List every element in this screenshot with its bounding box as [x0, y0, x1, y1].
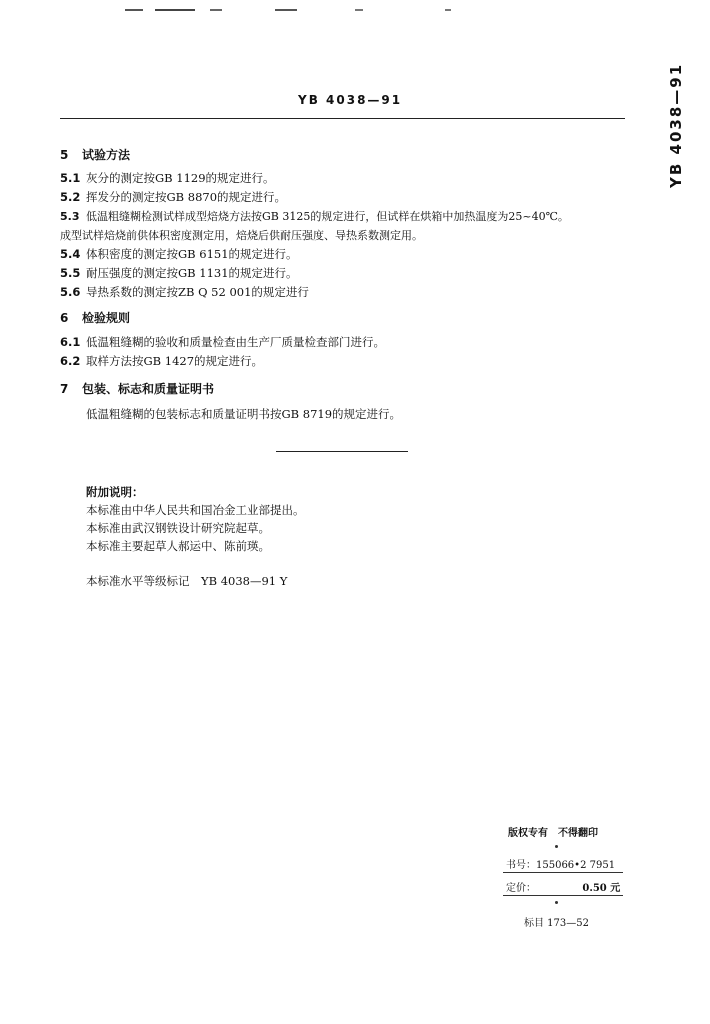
book-number-row [506, 856, 615, 871]
clause-text: 导热系数的测定按ZB Q 52 001的规定进行 [86, 285, 309, 299]
section-number: 7 [60, 382, 69, 396]
notes-line-2: 本标准由武汉钢铁设计研究院起草。 [86, 521, 270, 535]
separator-dot [555, 845, 558, 848]
notes-line-3: 本标准主要起草人郝运中、陈前瑛。 [86, 539, 270, 553]
clause-text: 挥发分的测定按GB 8870的规定进行。 [86, 190, 287, 204]
section-6-heading [60, 309, 130, 326]
grade-mark: 本标准水平等级标记 YB 4038—91 Y [86, 574, 288, 588]
divider-rule [276, 451, 408, 452]
clause-number: 5.2 [60, 190, 81, 204]
book-number-label: 书号： [506, 860, 536, 871]
clause-5-3-continuation: 成型试样焙烧前供体积密度测定用，焙烧后供耐压强度、导热系数测定用。 [60, 229, 423, 242]
header-rule [60, 118, 625, 119]
clause-text: 灰分的测定按GB 1129的规定进行。 [86, 171, 275, 185]
notes-title: 附加说明： [86, 485, 144, 499]
clause-5-3 [60, 208, 569, 224]
book-number-value: 155066•2 7951 [536, 860, 616, 871]
clause-number: 5.6 [60, 285, 81, 299]
copyright-notice: 版权专有 不得翻印 [508, 828, 598, 839]
clause-6-1 [60, 334, 385, 350]
clause-5-1 [60, 170, 275, 186]
scan-top-artifact-marks [125, 9, 455, 13]
clause-number: 6.1 [60, 335, 81, 349]
price-row [506, 879, 620, 894]
clause-number: 5.3 [60, 210, 80, 223]
clause-5-5 [60, 265, 298, 281]
clause-5-4 [60, 246, 298, 262]
side-standard-code: YB 4038—91 [667, 62, 685, 188]
section-title: 试验方法 [82, 148, 131, 162]
price-value: 0.50 元 [582, 883, 621, 894]
publisher-rule-2 [503, 895, 623, 896]
clause-number: 5.4 [60, 247, 81, 261]
section-7-heading [60, 380, 214, 397]
section-5-heading [60, 146, 130, 163]
section-7-paragraph: 低温粗缝糊的包装标志和质量证明书按GB 8719的规定进行。 [86, 407, 402, 421]
clause-5-6 [60, 284, 309, 300]
clause-number: 5.5 [60, 266, 81, 280]
section-number: 6 [60, 311, 69, 325]
scan-top-artifact [125, 0, 455, 2]
header-title: YB 4038—91 [298, 93, 403, 107]
clause-6-2 [60, 353, 263, 369]
clause-number: 6.2 [60, 354, 81, 368]
separator-dot [555, 901, 558, 904]
clause-text: 取样方法按GB 1427的规定进行。 [86, 354, 264, 368]
catalog-number: 标目 173—52 [524, 918, 589, 929]
section-title: 包装、标志和质量证明书 [82, 382, 215, 396]
price-label: 定价： [506, 883, 536, 894]
section-title: 检验规则 [82, 311, 131, 325]
clause-text: 低温粗缝糊的验收和质量检查由生产厂质量检查部门进行。 [86, 335, 385, 349]
clause-5-2 [60, 189, 286, 205]
section-number: 5 [60, 148, 69, 162]
notes-line-1: 本标准由中华人民共和国冶金工业部提出。 [86, 503, 305, 517]
clause-text: 低温粗缝糊检测试样成型焙烧方法按GB 3125的规定进行，但试样在烘箱中加热温度为25~40℃。 [86, 210, 569, 223]
publisher-rule-1 [503, 872, 623, 873]
clause-text: 耐压强度的测定按GB 1131的规定进行。 [86, 266, 298, 280]
clause-number: 5.1 [60, 171, 81, 185]
clause-text: 体积密度的测定按GB 6151的规定进行。 [86, 247, 298, 261]
